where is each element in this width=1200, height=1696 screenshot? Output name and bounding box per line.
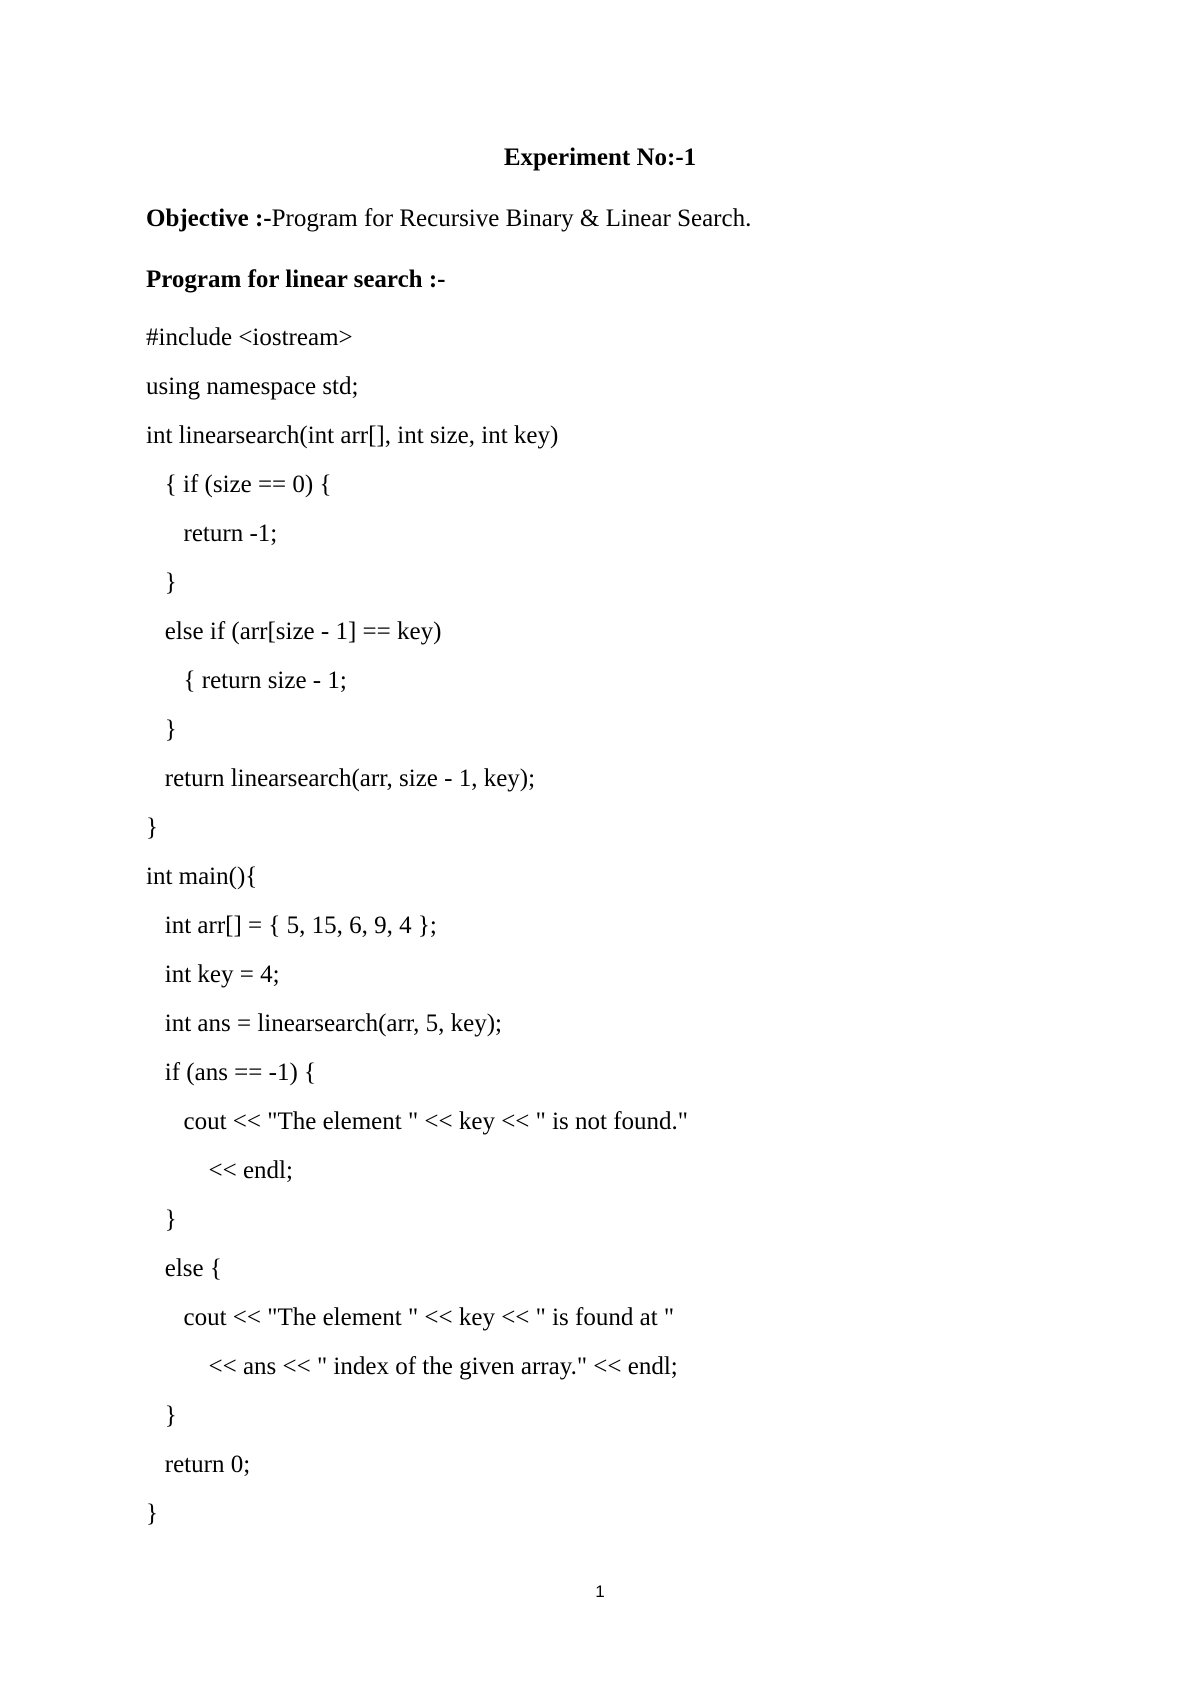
code-line: #include <iostream> [146, 324, 353, 351]
code-line: return -1; [146, 520, 278, 547]
code-line: int main(){ [146, 863, 258, 890]
code-line: } [146, 716, 177, 743]
page-title: Experiment No:-1 [503, 144, 697, 171]
code-line: return linearsearch(arr, size - 1, key); [146, 765, 536, 792]
objective-paragraph [146, 204, 751, 234]
code-line: } [146, 1500, 158, 1527]
objective-text: Program for Recursive Binary & Linear Search. [271, 205, 752, 232]
code-line: cout << "The element " << key << " is not found." [146, 1108, 688, 1135]
code-line: using namespace std; [146, 373, 359, 400]
code-line: { return size - 1; [146, 667, 347, 694]
code-line: { if (size == 0) { [146, 471, 332, 498]
section-heading: Program for linear search :- [146, 266, 446, 293]
code-line: cout << "The element " << key << " is found at " [146, 1304, 675, 1331]
code-line: int arr[] = { 5, 15, 6, 9, 4 }; [146, 912, 437, 939]
code-line: } [146, 1402, 177, 1429]
objective-label: Objective :- [146, 205, 272, 232]
code-line: int linearsearch(int arr[], int size, int key) [146, 422, 559, 449]
code-line: << ans << " index of the given array." << endl; [146, 1353, 678, 1380]
code-line: } [146, 1206, 177, 1233]
code-line: int key = 4; [146, 961, 280, 988]
code-block [146, 323, 688, 1548]
code-line: else { [146, 1255, 222, 1282]
page-number: 1 [595, 1582, 605, 1601]
code-line: if (ans == -1) { [146, 1059, 317, 1086]
code-line: } [146, 569, 177, 596]
code-line: int ans = linearsearch(arr, 5, key); [146, 1010, 503, 1037]
code-line: } [146, 814, 158, 841]
code-line: return 0; [146, 1451, 251, 1478]
code-line: else if (arr[size - 1] == key) [146, 618, 442, 645]
code-line: << endl; [146, 1157, 293, 1184]
